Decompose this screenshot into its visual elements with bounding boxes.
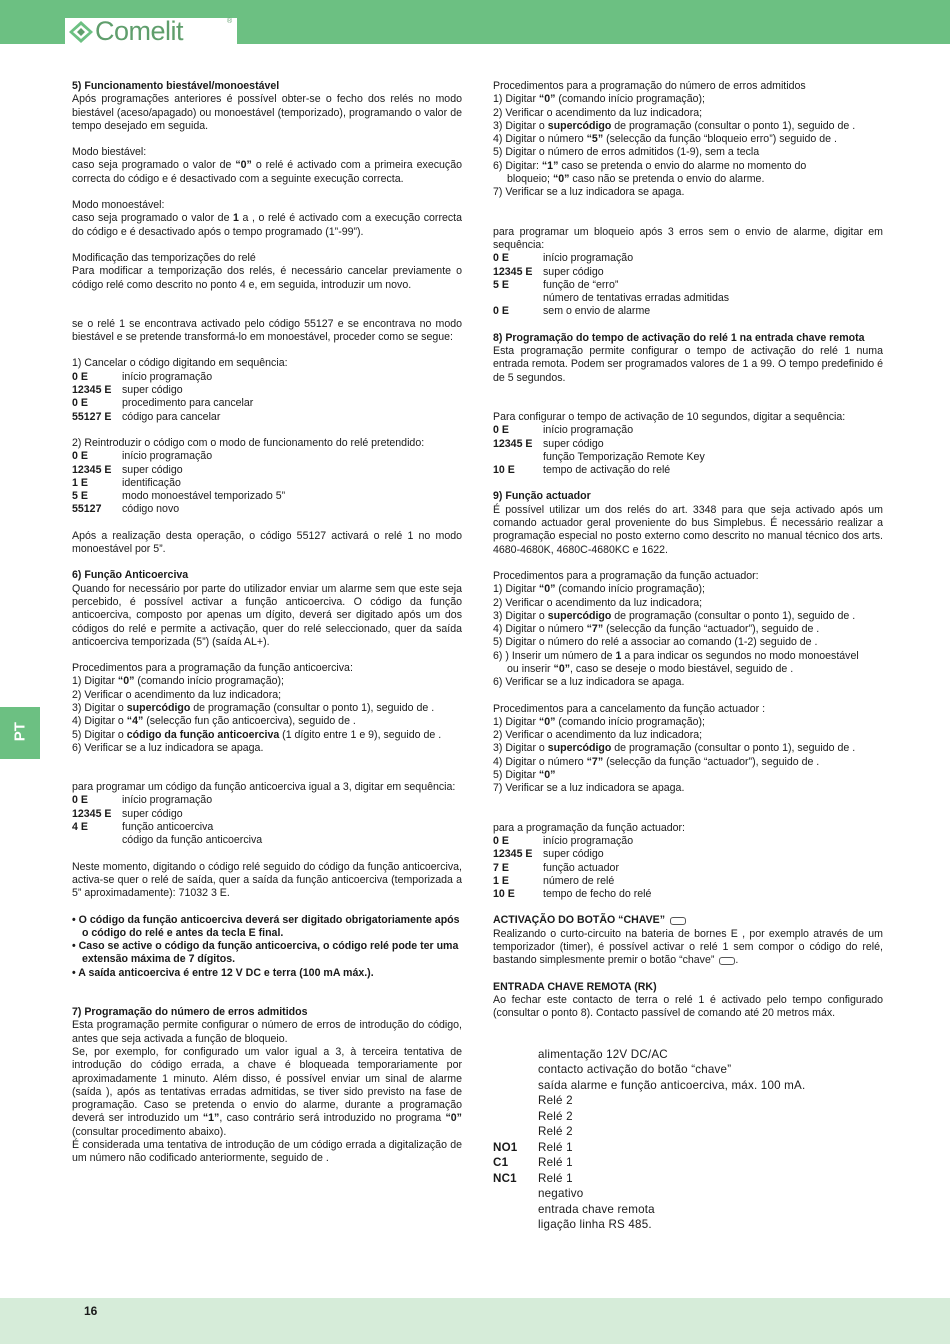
actuator-example: para a programação da função actuador: xyxy=(493,821,685,834)
terminal-row: Relé 2 xyxy=(538,1109,573,1123)
code-row: 12345 E super código xyxy=(72,807,183,820)
code-row: 12345 E super código xyxy=(72,384,183,397)
code-row: 1 E número de relé xyxy=(493,874,615,887)
remote-key-title: ENTRADA CHAVE REMOTA (RK) xyxy=(493,980,657,993)
code-row: número de tentativas erradas admitidas xyxy=(543,292,730,305)
code-row: 55127 código novo xyxy=(72,503,180,516)
list-item: 7) Verificar se a luz indicadora se apaga. xyxy=(493,186,685,199)
terminal-row: saída alarme e função anticoerciva, máx. 100 mA. xyxy=(538,1078,806,1092)
list-item: 2) Verificar o acendimento da luz indicadora; xyxy=(493,729,703,742)
anticoercion-steps xyxy=(72,675,462,755)
key-button-title: ACTIVAÇÃO DO BOTÃO “CHAVE” xyxy=(493,914,883,927)
code-row: 0 E início programação xyxy=(493,424,634,437)
terminal-row: ligação linha RS 485. xyxy=(538,1218,652,1232)
section-5-title: 5) Funcionamento biestável/monoestável xyxy=(72,80,280,92)
remote-key-text: Ao fechar este contacto de terra o relé 1 é activado pelo tempo configurado (consultar o ponto 8). Contacto passível de comando até 20 metros máx. xyxy=(493,993,883,1020)
anticoercion-example: para programar um código da função anticoerciva igual a 3, digitar em sequência: xyxy=(72,781,456,794)
list-item: 6) Digitar: “1” caso se pretenda o envio do alarme no momento do xyxy=(493,159,807,172)
code-row: 0 E início programação xyxy=(72,794,213,807)
list-item: bloqueio; “0” caso não se pretenda o envio do alarme. xyxy=(507,173,765,186)
section-7-intro: Esta programação permite configurar o número de erros de introdução do código, antes que seja activada a função de bloqueio. xyxy=(72,1019,462,1045)
code-row: 10 E tempo de fecho do relé xyxy=(493,888,652,901)
section-7-note: É considerada uma tentativa de introdução de um código errada a digitalização de um número não codificado anteriormente, seguido de . xyxy=(72,1139,462,1165)
footer-bar xyxy=(0,1298,950,1344)
reenter-code-table xyxy=(72,450,285,516)
list-item: 2) Verificar o acendimento da luz indicadora; xyxy=(72,688,282,701)
code-row: 5 E função de “erro” xyxy=(493,278,619,291)
terminal-row: C1 Relé 1 xyxy=(493,1156,573,1170)
list-item: 5) Digitar “0” xyxy=(493,769,556,782)
section-6-intro: Quando for necessário por parte do utilizador enviar um alarme sem que este seja percebido, é possível activar a função anticoerciva. O código da função anticoerciva, composto por apenas um dígito, deverá ser digitado após um dos códigos do relé e permite a activação, quer do relé seleccionado, quer da saída anticoerciva temporizada (5”) (saída AL+). xyxy=(72,582,462,648)
code-row: 12345 E super código xyxy=(493,265,604,278)
anticoercion-code-table xyxy=(72,794,262,847)
terminal-row: NC1 Relé 1 xyxy=(493,1171,573,1185)
terminal-row: contacto activação do botão “chave” xyxy=(538,1063,732,1077)
reenter-step-title: 2) Reintroduzir o código com o modo de funcionamento do relé pretendido: xyxy=(72,436,425,449)
brand-logo xyxy=(65,18,237,46)
list-item: 7) Verificar se a luz indicadora se apaga. xyxy=(493,782,685,795)
actuator-steps xyxy=(493,583,883,689)
key-icon xyxy=(719,957,735,965)
code-row: 0 E início programação xyxy=(72,450,213,463)
cancel-code-table xyxy=(72,371,253,424)
list-item: 3) Digitar o supercódigo de programação (consultar o ponto 1), seguido de . xyxy=(493,609,856,622)
terminal-legend xyxy=(493,1047,805,1233)
remote-time-code-table xyxy=(493,424,705,477)
key-icon xyxy=(670,917,686,925)
language-tab-label: PT xyxy=(11,722,29,742)
page-number: 16 xyxy=(84,1304,98,1318)
list-item: • Caso se active o código da função anticoerciva, o código relé pode ter uma extensão máxima de 7 dígitos. xyxy=(72,940,459,966)
list-item: 1) Digitar “0” (comando início programação); xyxy=(493,715,705,728)
language-tab xyxy=(0,707,40,759)
list-item: 5) Digitar o número do relé a associar ao comando (1-2) seguido de . xyxy=(493,636,818,649)
code-row: 0 E início programação xyxy=(493,834,634,847)
section-9-intro: É possível utilizar um dos relés do art. 3348 para que seja activado após um comando actuador geral proveniente do bus Simplebus. É necessário realizar a programação especial no posto externo como descrito no manual técnico dos arts. 4680-4680K, 4680C-4680KC e 1622. xyxy=(493,503,883,556)
bistable-text: caso seja programado o valor de “0” o relé é activado com a primeira execução correcta do código e é desactivado com a seguinte execução correcta. xyxy=(72,159,462,185)
actuator-cancel-steps xyxy=(493,716,883,796)
remote-time-example: Para configurar o tempo de activação de 10 segundos, digitar a sequência: xyxy=(493,410,846,423)
terminal-row: Relé 2 xyxy=(538,1125,573,1139)
section-5-result: Após a realização desta operação, o código 55127 activará o relé 1 no modo monoestável por 5”. xyxy=(72,529,462,556)
code-row: 5 E modo monoestável temporizado 5” xyxy=(72,490,286,503)
list-item: 3) Digitar o supercódigo de programação (consultar o ponto 1), seguido de . xyxy=(493,119,856,132)
section-9-title: 9) Função actuador xyxy=(493,490,591,503)
list-item: 3) Digitar o supercódigo de programação (consultar o ponto 1), seguido de . xyxy=(72,701,435,714)
terminal-row: negativo xyxy=(538,1187,584,1201)
code-row: 0 E procedimento para cancelar xyxy=(72,397,254,410)
errors-code-table xyxy=(493,252,729,318)
terminal-row: entrada chave remota xyxy=(538,1202,655,1216)
comelit-logo-icon xyxy=(69,21,93,43)
errors-example: para programar um bloqueio após 3 erros sem o envio de alarme, digitar em sequência: xyxy=(493,225,883,251)
header-bar xyxy=(0,0,950,44)
anticoercion-notes xyxy=(72,914,462,980)
list-item: 2) Verificar o acendimento da luz indicadora; xyxy=(493,596,703,609)
code-row: 12345 E super código xyxy=(493,848,604,861)
section-8-intro: Esta programação permite configurar o tempo de activação do relé 1 numa entrada remota. Podem ser programados valores de 1 a 99. O tempo predefinido é de 5 segundos. xyxy=(493,345,883,384)
anticoercion-proc-title: Procedimentos para a programação da função anticoerciva: xyxy=(72,662,353,675)
monostable-title: Modo monoestável: xyxy=(72,199,165,212)
code-row: 0 E início programação xyxy=(72,370,213,383)
terminal-row: NO1 Relé 1 xyxy=(493,1140,573,1154)
errors-steps xyxy=(493,93,883,199)
section-7-detail: Se, por exemplo, for configurado um valor igual a 3, à terceira tentativa de introdução do código errada, a chave é bloqueada temporariamente por aproximadamente 1 minuto. Além disso, é possível enviar um sinal de alarme (saída ), após as tentativas erradas admitidas, se tiver sido previsto na fase de programação. Caso se pretenda o envio do alarme, durante a programação deverá ser introduzido um “1”, caso contrário será introduzido no programa “0” (consultar procedimento abaixo). xyxy=(72,1045,462,1138)
code-row: 55127 E código para cancelar xyxy=(72,410,221,423)
terminal-row: alimentação 12V DC/AC xyxy=(538,1047,668,1061)
key-button-text: Realizando o curto-circuito na bateria de bornes E , por exemplo através de um temporizador (timer), é possível activar o relé 1 sem compor o código do relé, bastando simplesmente premir o botão “chave” . xyxy=(493,927,883,967)
list-item: ou inserir “0”, caso se deseje o modo biestável, seguido de . xyxy=(507,662,794,675)
actuator-proc-title: Procedimentos para a programação da função actuador: xyxy=(493,569,759,582)
section-6-title: 6) Função Anticoerciva xyxy=(72,569,189,582)
code-row: 10 E tempo de activação do relé xyxy=(493,464,671,477)
bistable-title: Modo biestável: xyxy=(72,146,147,159)
list-item: 3) Digitar o supercódigo de programação (consultar o ponto 1), seguido de . xyxy=(493,742,856,755)
code-row: função Temporização Remote Key xyxy=(543,450,705,463)
list-item: 2) Verificar o acendimento da luz indicadora; xyxy=(493,106,703,119)
brand-name: Comelit xyxy=(95,16,184,46)
list-item: 4) Digitar o número “7” (selecção da função “actuador”), seguido de . xyxy=(493,623,820,636)
cancel-step-title: 1) Cancelar o código digitando em sequência: xyxy=(72,357,288,370)
section-7-title: 7) Programação do número de erros admitidos xyxy=(72,1006,308,1019)
registered-mark: ® xyxy=(227,18,233,25)
list-item: 4) Digitar o número “5” (selecção da função “bloqueio erro”) seguido de . xyxy=(493,133,837,146)
list-item: 6) Verificar se a luz indicadora se apaga. xyxy=(493,676,685,689)
list-item: 1) Digitar “0” (comando início programação); xyxy=(493,583,705,596)
list-item: 1) Digitar “0” (comando início programação); xyxy=(72,675,284,688)
list-item: 5) Digitar o código da função anticoerciva (1 dígito entre 1 e 9), seguido de . xyxy=(72,728,442,741)
code-row: 12345 E super código xyxy=(493,437,604,450)
code-row: código da função anticoerciva xyxy=(122,834,263,847)
anticoercion-moment: Neste momento, digitando o código relé seguido do código da função anticoerciva, activa-se quer o relé de saída, quer a saída da função anticoerciva (temporizada a 5” aproximadamente): 71032 3 E. xyxy=(72,860,462,900)
terminal-row: Relé 2 xyxy=(538,1094,573,1108)
section-5-intro: Após programações anteriores é possível obter-se o fecho dos relés no modo biestável (aceso/apagado) ou monoestável (temporizado), programando o valor de tempo desejado em seguida. xyxy=(72,93,462,132)
actuator-code-table xyxy=(493,835,651,901)
list-item: • A saída anticoerciva é entre 12 V DC e terra (100 mA máx.). xyxy=(72,966,374,979)
timing-change-text: Para modificar a temporização dos relés, é necessário cancelar previamente o código relé como descrito no ponto 4 e, em seguida, introduzir um novo. xyxy=(72,265,462,291)
timing-change-title: Modificação das temporizações do relé xyxy=(72,251,256,264)
errors-proc-title: Procedimentos para a programação do número de erros admitidos xyxy=(493,80,806,92)
list-item: • O código da função anticoerciva deverá ser digitado obrigatoriamente após o código do relé e antes da tecla E final. xyxy=(72,913,460,939)
list-item: 6) Verificar se a luz indicadora se apaga. xyxy=(72,741,264,754)
code-row: 4 E função anticoerciva xyxy=(72,821,214,834)
list-item: 4) Digitar o número “7” (selecção da função “actuador”), seguido de . xyxy=(493,755,820,768)
section-5-example: se o relé 1 se encontrava activado pelo código 55127 e se encontrava no modo biestável e se pretende transformá-lo em monoestável, proceder como se segue: xyxy=(72,317,462,344)
section-8-title: 8) Programação do tempo de activação do relé 1 na entrada chave remota xyxy=(493,331,865,344)
code-row: 12345 E super código xyxy=(72,463,183,476)
list-item: 5) Digitar o número de erros admitidos (1-9), sem a tecla xyxy=(493,146,760,159)
list-item: 6) ) Inserir um número de 1 a para indicar os segundos no modo monoestável xyxy=(493,649,859,662)
actuator-cancel-title: Procedimentos para a cancelamento da função actuador : xyxy=(493,702,766,715)
monostable-text: caso seja programado o valor de 1 a , o relé é activado com a execução correcta do código e é desactivado após o tempo programado (1”-99”). xyxy=(72,212,462,238)
code-row: 1 E identificação xyxy=(72,476,181,489)
list-item: 4) Digitar o “4” (selecção fun ção anticoerciva), seguido de . xyxy=(72,715,356,728)
code-row: 0 E sem o envio de alarme xyxy=(493,305,651,318)
list-item: 1) Digitar “0” (comando início programação); xyxy=(493,93,705,106)
right-column xyxy=(493,80,883,1233)
code-row: 0 E início programação xyxy=(493,252,634,265)
code-row: 7 E função actuador xyxy=(493,861,619,874)
left-column xyxy=(72,80,462,1179)
